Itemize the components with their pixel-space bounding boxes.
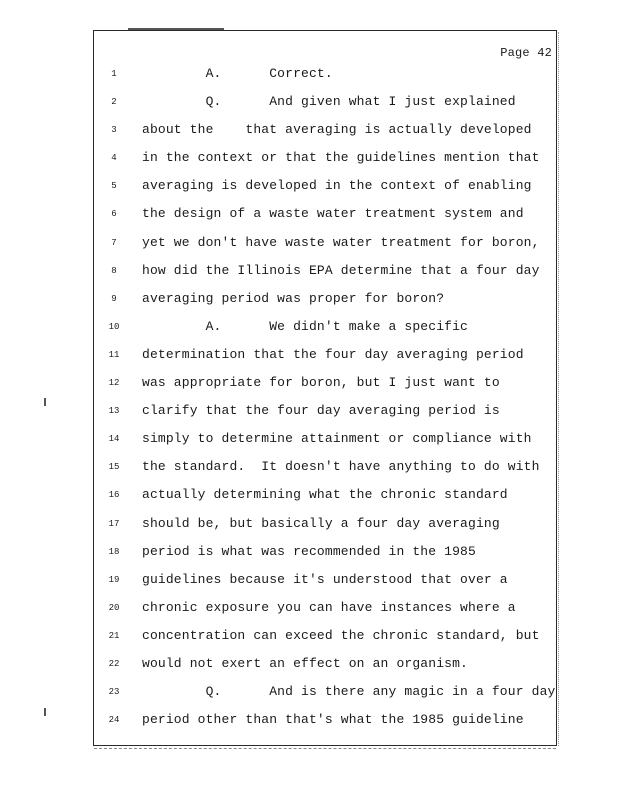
line-text: the design of a waste water treatment system and (142, 206, 524, 222)
transcript-line (100, 425, 555, 453)
transcript-line (100, 538, 555, 566)
line-text: period other than that's what the 1985 guideline (142, 712, 524, 728)
transcript-line (100, 341, 555, 369)
transcript-line (100, 313, 555, 341)
transcript-line (100, 200, 555, 228)
transcript-line (100, 594, 555, 622)
line-text: about the that averaging is actually developed (142, 122, 532, 138)
line-number: 17 (108, 518, 120, 529)
line-number: 13 (108, 406, 120, 417)
transcript-line (100, 369, 555, 397)
transcript-line (100, 229, 555, 257)
line-number: 5 (111, 181, 117, 192)
line-number: 21 (108, 630, 120, 641)
line-text: was appropriate for boron, but I just want to (142, 375, 500, 391)
transcript-line (100, 88, 555, 116)
line-text: guidelines because it's understood that over a (142, 571, 508, 587)
line-number: 20 (108, 602, 120, 613)
transcript-line (100, 60, 555, 88)
line-number: 16 (108, 490, 120, 501)
line-number: 7 (111, 237, 117, 248)
line-text: period is what was recommended in the 1985 (142, 543, 476, 559)
scan-artifact-bottom (94, 748, 556, 749)
line-text: averaging is developed in the context of enabling (142, 178, 532, 194)
line-number: 9 (111, 293, 117, 304)
line-number: 15 (108, 462, 120, 473)
transcript-line (100, 172, 555, 200)
line-text: simply to determine attainment or compliance with (142, 431, 532, 447)
line-text: would not exert an effect on an organism. (142, 655, 469, 671)
line-text: actually determining what the chronic standard (142, 487, 508, 503)
line-number: 12 (108, 378, 120, 389)
line-text: concentration can exceed the chronic standard, but (142, 627, 540, 643)
transcript-line (100, 144, 555, 172)
transcript-line (100, 481, 555, 509)
line-number: 11 (108, 349, 120, 360)
line-number: 2 (111, 97, 117, 108)
line-text: chronic exposure you can have instances where a (142, 599, 516, 615)
line-text: Q. And given what I just explained (142, 94, 516, 110)
line-number: 4 (111, 153, 117, 164)
line-number: 18 (108, 546, 120, 557)
line-text: averaging period was proper for boron? (142, 290, 445, 306)
transcript-line (100, 566, 555, 594)
transcript-line (100, 116, 555, 144)
line-number: 10 (108, 321, 120, 332)
line-text: yet we don't have waste water treatment for boron, (142, 234, 540, 250)
line-text: A. Correct. (142, 66, 333, 81)
line-number: 1 (111, 69, 117, 79)
transcript-line (100, 257, 555, 285)
line-text: clarify that the four day averaging period is (142, 403, 500, 419)
line-number: 23 (108, 687, 120, 698)
line-text: determination that the four day averaging period (142, 346, 524, 362)
scan-artifact-left-mark (44, 398, 46, 406)
transcript-line (100, 622, 555, 650)
line-number: 3 (111, 125, 117, 136)
transcript-line (100, 510, 555, 538)
transcript-line (100, 285, 555, 313)
line-number: 19 (108, 574, 120, 585)
line-text: Q. And is there any magic in a four day (142, 684, 556, 700)
line-number: 8 (111, 265, 117, 276)
line-text: in the context or that the guidelines mention that (142, 150, 540, 166)
line-number: 24 (108, 715, 120, 726)
scan-artifact-right-edge (558, 32, 559, 746)
transcript-line (100, 650, 555, 678)
scan-artifact-left-mark (44, 708, 46, 716)
line-number: 6 (111, 209, 117, 220)
transcript-line (100, 397, 555, 425)
transcript-line (100, 678, 555, 706)
scan-artifact-top (128, 28, 224, 30)
line-number: 14 (108, 434, 120, 445)
line-text: how did the Illinois EPA determine that a four day (142, 262, 540, 278)
page-number: Page 42 (500, 46, 552, 60)
transcript-lines (100, 60, 555, 734)
line-text: the standard. It doesn't have anything to do with (142, 459, 540, 475)
transcript-line (100, 453, 555, 481)
line-number: 22 (108, 658, 120, 669)
line-text: should be, but basically a four day averaging (142, 515, 500, 531)
transcript-line (100, 706, 555, 734)
line-text: A. We didn't make a specific (142, 318, 469, 334)
